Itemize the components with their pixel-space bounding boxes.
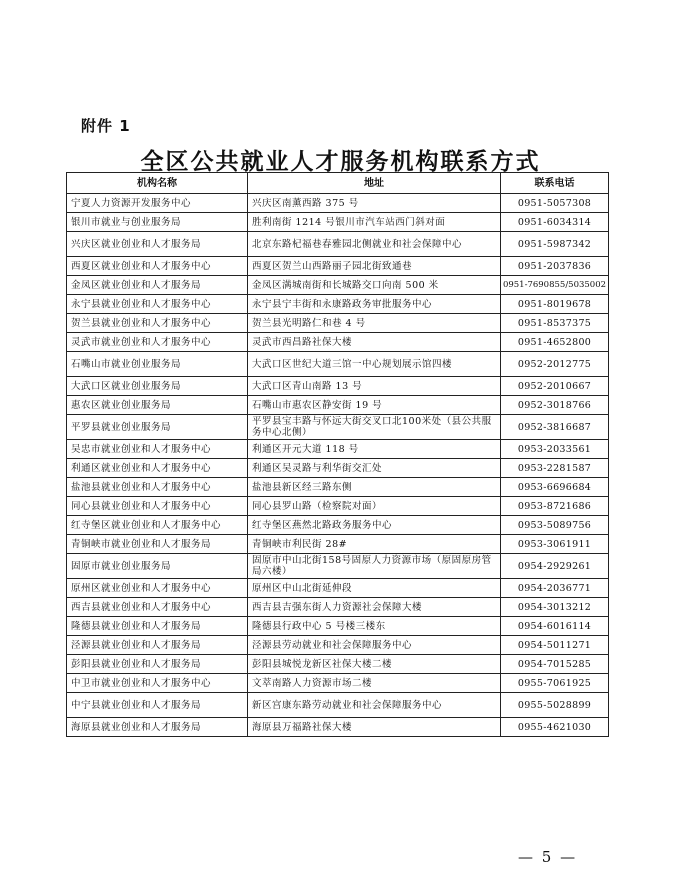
address-cell: 北京东路杞福巷春雅园北侧就业和社会保障中心 — [248, 232, 501, 257]
table-row — [67, 459, 609, 478]
table-row — [67, 232, 609, 257]
address-cell: 文萃南路人力资源市场二楼 — [248, 674, 501, 693]
org-name-cell: 利通区就业创业和人才服务中心 — [67, 459, 248, 478]
address-cell: 彭阳县城悦龙新区社保大楼二楼 — [248, 655, 501, 674]
table-row — [67, 314, 609, 333]
address-cell: 原州区中山北街延伸段 — [248, 579, 501, 598]
address-cell: 金凤区满城南街和长城路交口向南 500 米 — [248, 276, 501, 295]
table-row — [67, 276, 609, 295]
table-row — [67, 674, 609, 693]
table-row — [67, 617, 609, 636]
org-name-cell: 西夏区就业创业和人才服务中心 — [67, 257, 248, 276]
phone-cell: 0954-2929261 — [501, 554, 609, 579]
org-name-cell: 西吉县就业创业和人才服务中心 — [67, 598, 248, 617]
address-cell: 利通区吴灵路与利华街交汇处 — [248, 459, 501, 478]
address-cell: 灵武市西昌路社保大楼 — [248, 333, 501, 352]
table-row — [67, 579, 609, 598]
table-row — [67, 440, 609, 459]
table-row — [67, 693, 609, 718]
org-name-cell: 中卫市就业创业和人才服务中心 — [67, 674, 248, 693]
phone-cell: 0952-3018766 — [501, 396, 609, 415]
org-name-cell: 石嘴山市就业创业服务局 — [67, 352, 248, 377]
header-name: 机构名称 — [67, 173, 248, 194]
phone-cell: 0955-4621030 — [501, 718, 609, 737]
phone-cell: 0954-2036771 — [501, 579, 609, 598]
table-row — [67, 295, 609, 314]
org-name-cell: 大武口区就业创业服务局 — [67, 377, 248, 396]
org-name-cell: 金凤区就业创业和人才服务局 — [67, 276, 248, 295]
phone-cell: 0951-4652800 — [501, 333, 609, 352]
table-row — [67, 213, 609, 232]
address-cell: 大武口区世纪大道三馆一中心规划展示馆四楼 — [248, 352, 501, 377]
header-address: 地址 — [248, 173, 501, 194]
address-cell: 贺兰县光明路仁和巷 4 号 — [248, 314, 501, 333]
address-cell: 胜利南街 1214 号银川市汽车站西门斜对面 — [248, 213, 501, 232]
address-cell: 利通区开元大道 118 号 — [248, 440, 501, 459]
table-row — [67, 352, 609, 377]
org-name-cell: 盐池县就业创业和人才服务中心 — [67, 478, 248, 497]
table-row — [67, 194, 609, 213]
org-name-cell: 兴庆区就业创业和人才服务局 — [67, 232, 248, 257]
phone-cell: 0951-8537375 — [501, 314, 609, 333]
phone-cell: 0951-5987342 — [501, 232, 609, 257]
table-row — [67, 415, 609, 440]
phone-cell: 0953-6696684 — [501, 478, 609, 497]
phone-cell: 0955-5028899 — [501, 693, 609, 718]
org-name-cell: 同心县就业创业和人才服务中心 — [67, 497, 248, 516]
table-row — [67, 655, 609, 674]
address-cell: 盐池县新区经三路东侧 — [248, 478, 501, 497]
phone-cell: 0951-5057308 — [501, 194, 609, 213]
address-cell: 青铜峡市利民街 28# — [248, 535, 501, 554]
table-row — [67, 497, 609, 516]
address-cell: 红寺堡区燕然北路政务服务中心 — [248, 516, 501, 535]
phone-cell: 0952-2010667 — [501, 377, 609, 396]
table-row — [67, 478, 609, 497]
table-row — [67, 377, 609, 396]
table-row — [67, 718, 609, 737]
org-name-cell: 固原市就业创业服务局 — [67, 554, 248, 579]
table-row — [67, 554, 609, 579]
address-cell: 新区宫康东路劳动就业和社会保障服务中心 — [248, 693, 501, 718]
org-name-cell: 平罗县就业创业服务局 — [67, 415, 248, 440]
address-cell: 永宁县宁丰街和永康路政务审批服务中心 — [248, 295, 501, 314]
page-number: — 5 — — [518, 848, 578, 866]
address-cell: 大武口区青山南路 13 号 — [248, 377, 501, 396]
phone-cell: 0952-2012775 — [501, 352, 609, 377]
address-cell: 石嘴山市惠农区静安街 19 号 — [248, 396, 501, 415]
table-row — [67, 636, 609, 655]
phone-cell: 0954-7015285 — [501, 655, 609, 674]
phone-cell: 0953-3061911 — [501, 535, 609, 554]
table-row — [67, 598, 609, 617]
table-body — [67, 194, 609, 737]
address-cell: 平罗县宝丰路与怀远大街交叉口北100米处（县公共服务中心北侧） — [248, 415, 501, 440]
address-cell: 固原市中山北街158号固原人力资源市场（原固原房管局六楼） — [248, 554, 501, 579]
phone-cell: 0951-8019678 — [501, 295, 609, 314]
phone-cell: 0954-5011271 — [501, 636, 609, 655]
org-name-cell: 吴忠市就业创业和人才服务中心 — [67, 440, 248, 459]
phone-cell: 0953-2281587 — [501, 459, 609, 478]
table-row — [67, 257, 609, 276]
phone-cell: 0951-7690855/5035002 — [501, 276, 609, 295]
org-name-cell: 泾源县就业创业和人才服务局 — [67, 636, 248, 655]
address-cell: 兴庆区南薰西路 375 号 — [248, 194, 501, 213]
phone-cell: 0953-2033561 — [501, 440, 609, 459]
contact-table — [66, 172, 609, 737]
org-name-cell: 银川市就业与创业服务局 — [67, 213, 248, 232]
org-name-cell: 贺兰县就业创业和人才服务中心 — [67, 314, 248, 333]
org-name-cell: 宁夏人力资源开发服务中心 — [67, 194, 248, 213]
table-row — [67, 396, 609, 415]
org-name-cell: 海原县就业创业和人才服务局 — [67, 718, 248, 737]
header-phone: 联系电话 — [501, 173, 609, 194]
org-name-cell: 隆德县就业创业和人才服务局 — [67, 617, 248, 636]
org-name-cell: 原州区就业创业和人才服务中心 — [67, 579, 248, 598]
org-name-cell: 灵武市就业创业和人才服务中心 — [67, 333, 248, 352]
address-cell: 西吉县吉强东街人力资源社会保障大楼 — [248, 598, 501, 617]
address-cell: 海原县万福路社保大楼 — [248, 718, 501, 737]
phone-cell: 0951-2037836 — [501, 257, 609, 276]
page-title: 全区公共就业人才服务机构联系方式 — [140, 149, 541, 175]
table-header-row — [67, 173, 609, 194]
address-cell: 西夏区贺兰山西路丽子园北街致通巷 — [248, 257, 501, 276]
phone-cell: 0952-3816687 — [501, 415, 609, 440]
attachment-label: 附件 1 — [81, 117, 131, 135]
phone-cell: 0954-3013212 — [501, 598, 609, 617]
phone-cell: 0954-6016114 — [501, 617, 609, 636]
org-name-cell: 青铜峡市就业创业和人才服务局 — [67, 535, 248, 554]
table-row — [67, 333, 609, 352]
phone-cell: 0953-8721686 — [501, 497, 609, 516]
org-name-cell: 红寺堡区就业创业和人才服务中心 — [67, 516, 248, 535]
table-row — [67, 516, 609, 535]
address-cell: 泾源县劳动就业和社会保障服务中心 — [248, 636, 501, 655]
org-name-cell: 中宁县就业创业和人才服务局 — [67, 693, 248, 718]
address-cell: 同心县罗山路（检察院对面） — [248, 497, 501, 516]
address-cell: 隆德县行政中心 5 号楼三楼东 — [248, 617, 501, 636]
phone-cell: 0951-6034314 — [501, 213, 609, 232]
table-row — [67, 535, 609, 554]
org-name-cell: 惠农区就业创业服务局 — [67, 396, 248, 415]
org-name-cell: 彭阳县就业创业和人才服务局 — [67, 655, 248, 674]
org-name-cell: 永宁县就业创业和人才服务中心 — [67, 295, 248, 314]
phone-cell: 0953-5089756 — [501, 516, 609, 535]
phone-cell: 0955-7061925 — [501, 674, 609, 693]
